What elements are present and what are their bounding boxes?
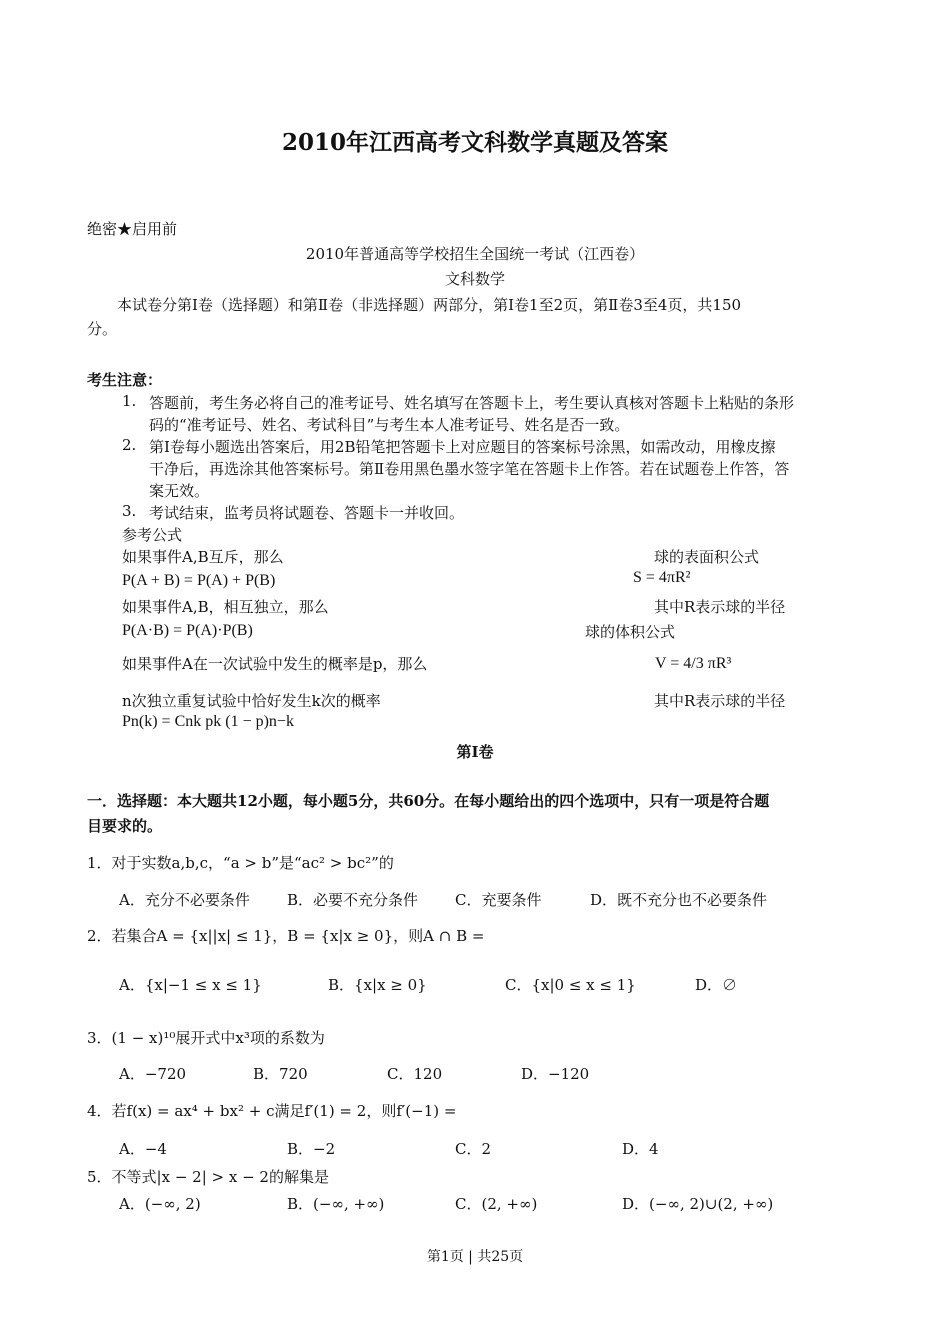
question-option: A．{x|−1 ≤ x ≤ 1}	[119, 976, 262, 994]
formula-left: 如果事件A,B，相互独立，那么	[122, 598, 329, 616]
question-option: A．−720	[119, 1065, 187, 1083]
question-option: A．(−∞, 2)	[119, 1195, 201, 1213]
formula-left: P(A·B) = P(A)·P(B)	[122, 622, 253, 639]
subject-title: 文科数学	[444, 270, 505, 288]
notice-heading: 考生注意：	[87, 371, 163, 389]
formula-right: 球的表面积公式	[654, 548, 760, 566]
page-title: 2010年江西高考文科数学真题及答案	[281, 129, 668, 156]
part-title: 第Ⅰ卷	[456, 743, 494, 761]
intro-line-1: 本试卷分第Ⅰ卷（选择题）和第Ⅱ卷（非选择题）两部分，第Ⅰ卷1至2页，第Ⅱ卷3至4页，共150	[117, 296, 742, 314]
formula-right: 其中R表示球的半径	[654, 692, 786, 710]
question-stem: 4．若f(x) = ax⁴ + bx² + c满足f′(1) = 2，则f′(−1) =	[87, 1102, 457, 1120]
formula-left: Pn(k) = Cnk pk (1 − p)n−k	[122, 713, 294, 730]
exam-title: 2010年普通高等学校招生全国统一考试（江西卷）	[305, 245, 645, 263]
question-option: D．−120	[521, 1065, 590, 1083]
question-option: D．既不充分也不必要条件	[590, 891, 768, 909]
formula-left: 如果事件A在一次试验中发生的概率是p，那么	[122, 655, 428, 673]
question-option: C．{x|0 ≤ x ≤ 1}	[505, 976, 636, 994]
question-option: A．−4	[119, 1140, 167, 1158]
question-option: C．120	[387, 1065, 443, 1083]
formula-left: P(A + B) = P(A) + P(B)	[122, 572, 276, 589]
question-option: C．(2, +∞)	[455, 1195, 538, 1213]
notice-text: 码的“准考证号、姓名、考试科目”与考生本人准考证号、姓名是否一致。	[149, 416, 630, 434]
formula-right: S = 4πR²	[633, 569, 691, 586]
question-option: B．{x|x ≥ 0}	[328, 976, 427, 994]
question-stem: 5．不等式|x − 2| > x − 2的解集是	[87, 1168, 329, 1186]
question-option: B．−2	[287, 1140, 336, 1158]
question-option: D．∅	[695, 976, 738, 994]
formula-right: 球的体积公式	[585, 623, 676, 641]
formula-right: 其中R表示球的半径	[654, 598, 786, 616]
notice-text: 考试结束，监考员将试题卷、答题卡一并收回。	[149, 504, 465, 522]
question-option: A．充分不必要条件	[119, 891, 250, 909]
notice-text: 第Ⅰ卷每小题选出答案后，用2B铅笔把答题卡上对应题目的答案标号涂黑，如需改动，用橡皮擦	[149, 438, 776, 456]
question-stem: 3．(1 − x)¹⁰展开式中x³项的系数为	[87, 1029, 325, 1047]
formula-right: V = 4/3 πR³	[655, 655, 732, 672]
page-footer: 第1页 | 共25页	[426, 1249, 524, 1265]
intro-line-2: 分。	[87, 320, 118, 338]
question-option: B．(−∞, +∞)	[287, 1195, 385, 1213]
secret-label: 绝密★启用前	[87, 220, 178, 238]
formula-left: 如果事件A,B互斥，那么	[122, 548, 284, 566]
question-stem: 2．若集合A = {x||x| ≤ 1}，B = {x|x ≥ 0}，则A ∩ B =	[87, 927, 485, 945]
question-option: C．2	[455, 1140, 492, 1158]
question-option: C．充要条件	[455, 891, 542, 909]
question-stem: 1．对于实数a,b,c，“a > b”是“ac² > bc²”的	[87, 854, 394, 872]
notice-text: 干净后，再选涂其他答案标号。第Ⅱ卷用黑色墨水签字笔在答题卡上作答。若在试题卷上作答，答	[149, 460, 790, 478]
notice-text: 答题前，考生务必将自己的准考证号、姓名填写在答题卡上，考生要认真核对答题卡上粘贴的条形	[149, 394, 795, 412]
question-option: B．必要不充分条件	[287, 891, 419, 909]
notice-number: 1.	[122, 392, 137, 410]
question-option: D．(−∞, 2)∪(2, +∞)	[622, 1195, 774, 1213]
question-option: B．720	[253, 1065, 308, 1083]
section-heading: 目要求的。	[87, 817, 163, 835]
formula-left: n次独立重复试验中恰好发生k次的概率	[122, 692, 381, 710]
formula-heading: 参考公式	[122, 526, 183, 544]
notice-number: 2.	[122, 436, 137, 454]
section-heading: 一．选择题：本大题共12小题，每小题5分，共60分。在每小题给出的四个选项中，只有一项是符合题	[87, 792, 770, 810]
question-option: D．4	[622, 1140, 659, 1158]
notice-text: 案无效。	[149, 482, 210, 500]
notice-number: 3.	[122, 502, 137, 520]
